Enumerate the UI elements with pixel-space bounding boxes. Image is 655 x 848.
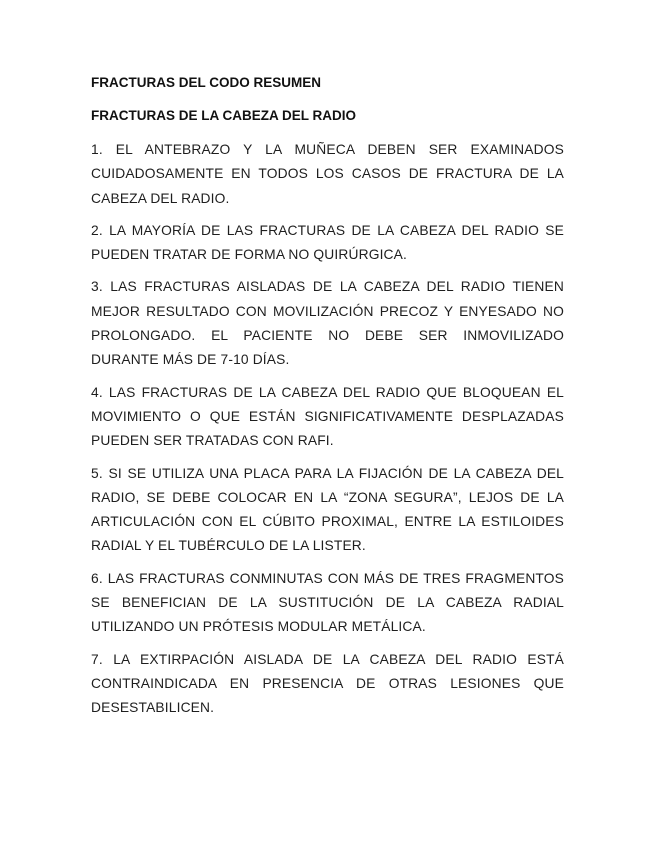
paragraph-4: 4. LAS FRACTURAS DE LA CABEZA DEL RADIO QUE BLOQUEAN EL MOVIMIENTO O QUE ESTÁN SIGNIFICATIVAMENTE DESPLAZADAS PUEDEN SER TRATADAS CON RAFI. (91, 384, 564, 449)
paragraph-5: 5. SI SE UTILIZA UNA PLACA PARA LA FIJACIÓN DE LA CABEZA DEL RADIO, SE DEBE COLOCAR EN LA “ZONA SEGURA”, LEJOS DE LA ARTICULACIÓN CON EL CÚBITO PROXIMAL, ENTRE LA ESTILOIDES RADIAL Y EL TUBÉRCULO DE LA LISTER. (91, 465, 564, 554)
document-page (91, 74, 564, 729)
section-heading: FRACTURAS DE LA CABEZA DEL RADIO (91, 108, 356, 123)
paragraph-6: 6. LAS FRACTURAS CONMINUTAS CON MÁS DE TRES FRAGMENTOS SE BENEFICIAN DE LA SUSTITUCIÓN DE LA CABEZA RADIAL UTILIZANDO UN PRÓTESIS MODULAR METÁLICA. (91, 570, 564, 635)
paragraph-2: 2. LA MAYORÍA DE LAS FRACTURAS DE LA CABEZA DEL RADIO SE PUEDEN TRATAR DE FORMA NO QUIRÚRGICA. (91, 222, 564, 263)
paragraph-7: 7. LA EXTIRPACIÓN AISLADA DE LA CABEZA DEL RADIO ESTÁ CONTRAINDICADA EN PRESENCIA DE OTRAS LESIONES QUE DESESTABILICEN. (91, 651, 564, 716)
paragraph-1: 1. EL ANTEBRAZO Y LA MUÑECA DEBEN SER EXAMINADOS CUIDADOSAMENTE EN TODOS LOS CASOS DE FRACTURA DE LA CABEZA DEL RADIO. (91, 142, 564, 206)
paragraph-3: 3. LAS FRACTURAS AISLADAS DE LA CABEZA DEL RADIO TIENEN MEJOR RESULTADO CON MOVILIZACIÓN PRECOZ Y ENYESADO NO PROLONGADO. EL PACIENTE NO DEBE SER INMOVILIZADO DURANTE MÁS DE 7-10 DÍAS. (91, 279, 564, 368)
document-title: FRACTURAS DEL CODO RESUMEN (91, 75, 322, 90)
